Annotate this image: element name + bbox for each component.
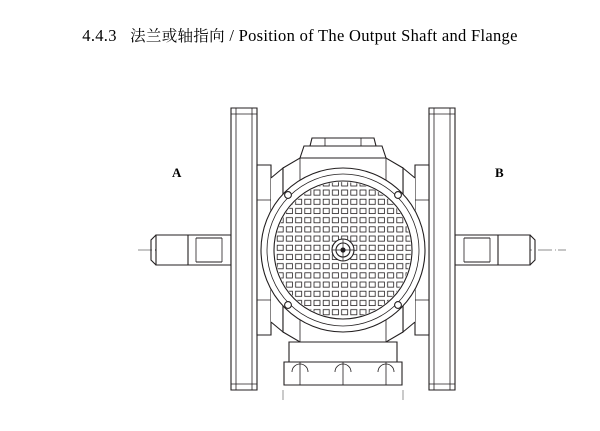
page-title: [0, 24, 600, 46]
fan-hub: [332, 239, 354, 261]
figure-container: [0, 60, 600, 420]
callout-label-b: B: [495, 165, 504, 180]
bottom-base-foot: [284, 342, 402, 385]
projection-ticks: [283, 390, 403, 400]
right-output-shaft: [455, 235, 535, 265]
output-shaft-and-flange-drawing: [0, 60, 600, 420]
title-separator: /: [229, 26, 239, 45]
left-flange-plate: [231, 108, 257, 390]
top-terminal-box: [300, 138, 386, 158]
left-output-shaft: [151, 235, 231, 265]
title-english: Position of The Output Shaft and Flange: [238, 26, 518, 45]
section-number: 4.4.3: [82, 26, 117, 45]
title-chinese: 法兰或轴指向: [130, 27, 225, 45]
callout-label-a: A: [172, 165, 182, 180]
right-flange-plate: [429, 108, 455, 390]
